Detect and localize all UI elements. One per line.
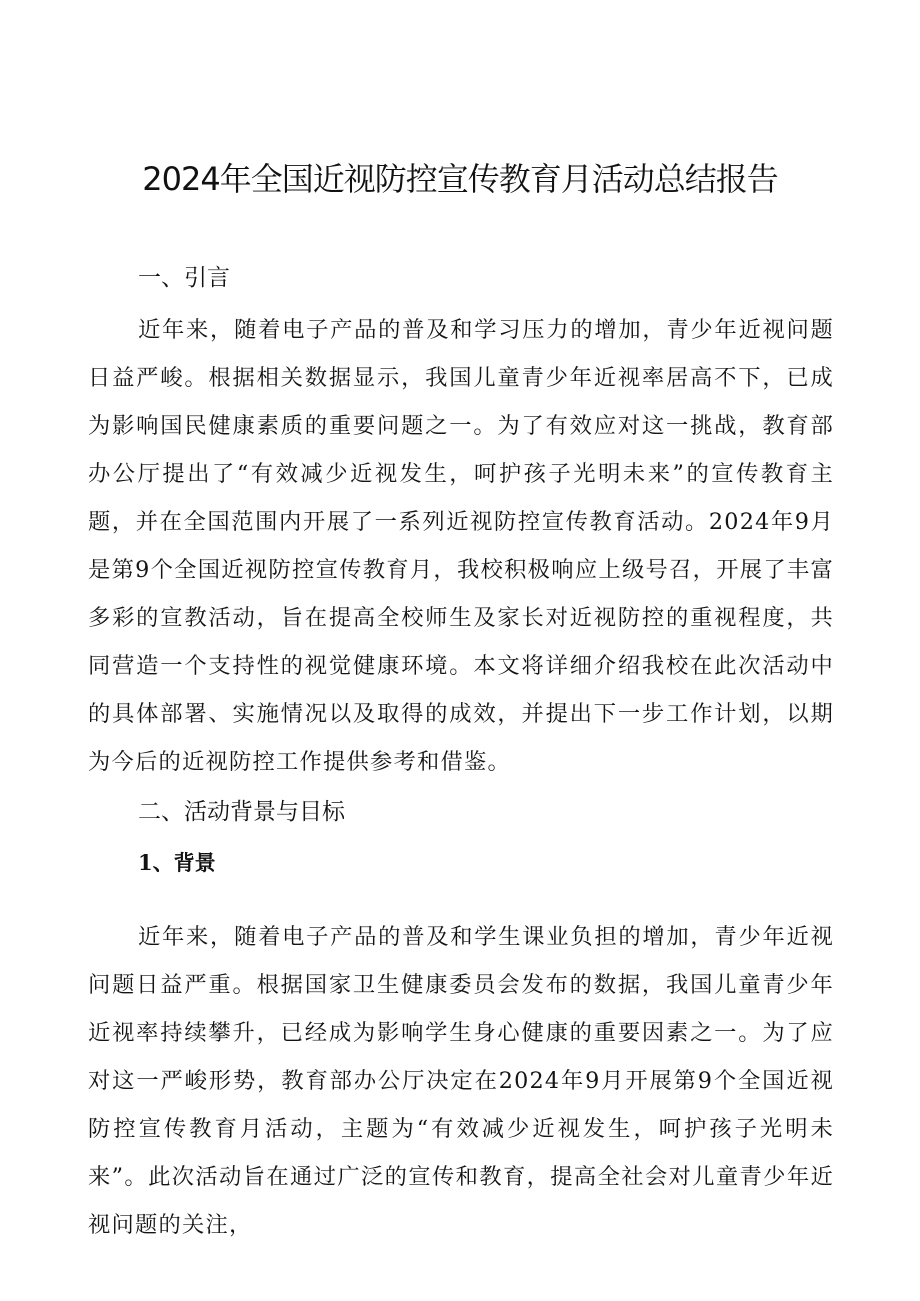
section-heading-introduction: 一、引言 [138, 265, 230, 291]
section-heading-background-goals: 二、活动背景与目标 [138, 799, 345, 825]
document-title: 2024年全国近视防控宣传教育月活动总结报告 [142, 160, 778, 198]
subheading-background: 1、背景 [138, 850, 216, 875]
background-paragraph: 近年来，随着电子产品的普及和学生课业负担的增加，青少年近视问题日益严重。根据国家卫生健康委员会发布的数据，我国儿童青少年近视率持续攀升，已经成为影响学生身心健康的重要因素之一。为了应对这一严峻形势，教育部办公厅决定在2024年9月开展第9个全国近视防控宣传教育月活动，主题为“有效减少近视发生，呵护孩子光明未来”。此次活动旨在通过广泛的宣传和教育，提高全社会对儿童青少年近视问题的关注， [88, 924, 834, 1238]
introduction-paragraph: 近年来，随着电子产品的普及和学习压力的增加，青少年近视问题日益严峻。根据相关数据显示，我国儿童青少年近视率居高不下，已成为影响国民健康素质的重要问题之一。为了有效应对这一挑战，教育部办公厅提出了“有效减少近视发生，呵护孩子光明未来”的宣传教育主题，并在全国范围内开展了一系列近视防控宣传教育活动。2024年9月是第9个全国近视防控宣传教育月，我校积极响应上级号召，开展了丰富多彩的宣教活动，旨在提高全校师生及家长对近视防控的重视程度，共同营造一个支持性的视觉健康环境。本文将详细介绍我校在此次活动中的具体部署、实施情况以及取得的成效，并提出下一步工作计划，以期为今后的近视防控工作提供参考和借鉴。 [88, 317, 834, 775]
